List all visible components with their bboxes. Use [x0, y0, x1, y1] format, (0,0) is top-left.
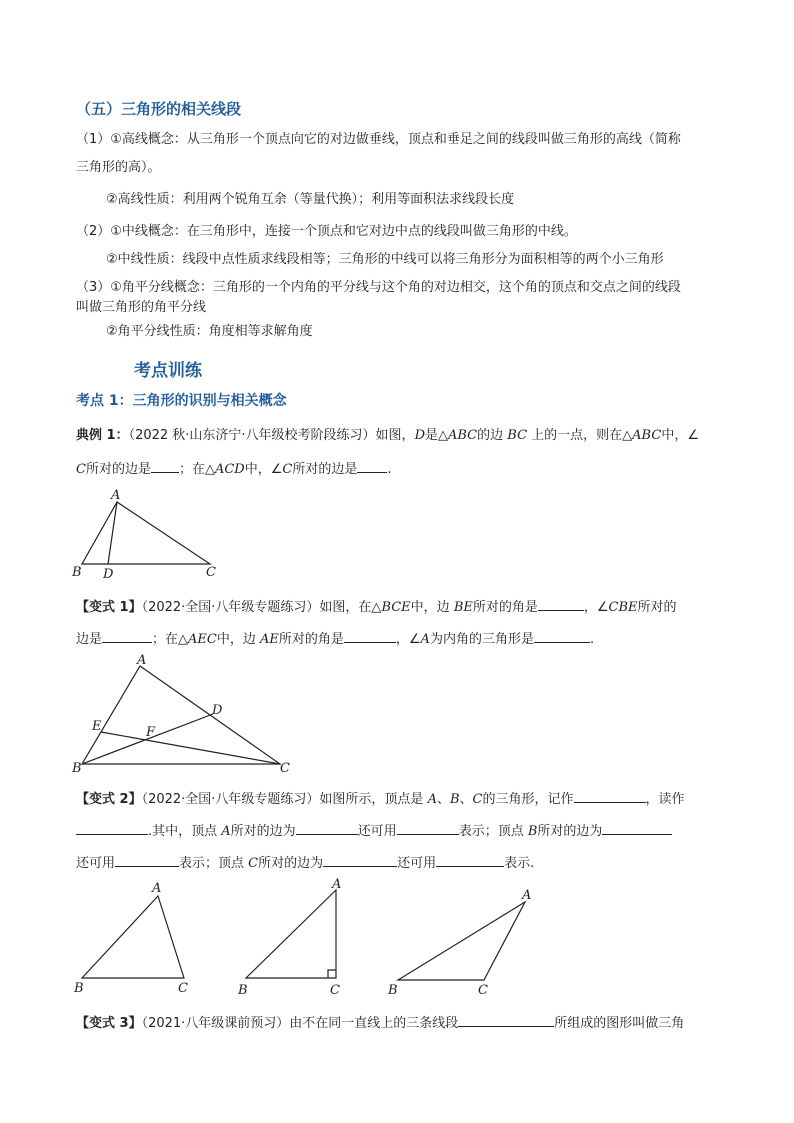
- answer-blank[interactable]: [323, 854, 397, 867]
- example1-source: （2022 秋·山东济宁·八年级校考阶段练习）如图，: [128, 428, 415, 443]
- variant1-var: CBE: [608, 600, 638, 615]
- example1-var-abc: ABC: [448, 428, 478, 443]
- triangle-abc: [82, 666, 280, 764]
- example1-line2: [76, 458, 392, 477]
- label-b: B: [74, 981, 84, 996]
- variant3-text: 所组成的图形叫做三角: [554, 1016, 685, 1031]
- label-b: B: [72, 761, 82, 776]
- label-c: C: [478, 983, 488, 998]
- p3-num: （3）: [76, 280, 111, 295]
- variant2-text: 所对的边为: [258, 856, 324, 871]
- label-a: A: [332, 877, 342, 892]
- variant1-var: BE: [453, 600, 473, 615]
- p2-num: （2）: [76, 224, 111, 239]
- label-c: C: [330, 983, 340, 998]
- variant2-var: A: [427, 792, 437, 807]
- example1-var-acd: ACD: [214, 462, 245, 477]
- p3-text-line2: 叫做三角形的角平分线: [76, 300, 207, 315]
- variant2-var: B: [449, 792, 460, 807]
- answer-blank[interactable]: [534, 630, 590, 643]
- p1-prop: ②高线性质：利用两个锐角互余（等量代换）；利用等面积法求线段长度: [106, 192, 515, 207]
- example1-text: ；在△: [178, 462, 215, 477]
- variant1-var: BCE: [381, 600, 411, 615]
- label-c: C: [178, 981, 188, 996]
- section-heading: （五）三角形的相关线段: [76, 100, 242, 118]
- label-e: E: [92, 719, 102, 734]
- variant3-label: 【变式 3】: [76, 1016, 142, 1031]
- variant1-var: A: [420, 632, 430, 647]
- segment-ec: [101, 732, 280, 764]
- p1-num: （1）: [76, 132, 111, 147]
- variant2-text: 所对的边为: [230, 824, 296, 839]
- example1-text: 所对的边是: [292, 462, 358, 477]
- variant1-label: 【变式 1】: [76, 600, 142, 615]
- answer-blank[interactable]: [574, 790, 646, 803]
- variant2-text: 、: [459, 792, 473, 807]
- variant2-text: 所对的边为: [537, 824, 603, 839]
- p3-line1: [76, 276, 681, 295]
- answer-blank[interactable]: [151, 460, 179, 473]
- variant1-var: AEC: [188, 632, 217, 647]
- example1-text: 的边: [477, 428, 508, 443]
- variant2-line3: [76, 852, 534, 871]
- variant2-text: 的三角形，记作: [482, 792, 574, 807]
- variant1-text: 所对的角是: [472, 600, 538, 615]
- variant2-text: .其中，顶点: [148, 824, 222, 839]
- example1-var-d: D: [414, 428, 425, 443]
- variant2-text: 表示.: [504, 856, 535, 871]
- variant2-var: B: [527, 824, 538, 839]
- variant1-text: 边是: [76, 632, 103, 647]
- answer-blank[interactable]: [296, 822, 358, 835]
- answer-blank[interactable]: [602, 822, 672, 835]
- variant1-line1: [76, 596, 677, 615]
- variant1-text: ，∠: [395, 632, 421, 647]
- label-c: C: [280, 761, 290, 776]
- answer-blank[interactable]: [458, 1014, 554, 1027]
- example1-var-bc: BC: [507, 428, 528, 443]
- variant2-line2: [76, 820, 672, 839]
- variant2-var: A: [221, 824, 231, 839]
- variant2-var: C: [472, 792, 483, 807]
- variant2-line1: [76, 788, 685, 807]
- variant1-text: .: [589, 632, 595, 647]
- p2-prop: ②中线性质：线段中点性质求线段相等；三角形的中线可以将三角形分为面积相等的两个小三角形: [106, 252, 664, 267]
- p2-text: ①中线概念：在三角形中，连接一个顶点和它对边中点的线段叫做三角形的中线。: [110, 224, 577, 239]
- p3-text-line1: ①角平分线概念：三角形的一个内角的平分线与这个角的对边相交，这个角的顶点和交点之间的线段: [110, 280, 681, 295]
- label-b: B: [72, 565, 82, 580]
- variant2-label: 【变式 2】: [76, 792, 142, 807]
- variant3-line1: [76, 1012, 684, 1031]
- label-a: A: [111, 488, 121, 503]
- label-b: B: [238, 983, 248, 998]
- answer-blank[interactable]: [76, 822, 148, 835]
- variant1-text: ，∠: [583, 600, 609, 615]
- label-b: B: [388, 983, 398, 998]
- label-d: D: [103, 567, 114, 582]
- p1-text-line1: ①高线概念：从三角形一个顶点向它的对边做垂线，顶点和垂足之间的线段叫做三角形的高线（简称: [110, 132, 681, 147]
- variant1-text: 所对的角是: [278, 632, 344, 647]
- variant1-source: （2022·全国·八年级专题练习）如图，在△: [141, 600, 382, 615]
- answer-blank[interactable]: [102, 630, 152, 643]
- variant2-text: 还可用: [397, 856, 437, 871]
- p3-prop: ②角平分线性质：角度相等求解角度: [106, 324, 313, 339]
- figure-acute-triangle: [64, 876, 204, 998]
- variant1-line2: [76, 628, 594, 647]
- training-heading: 考点训练: [134, 361, 202, 381]
- triangle-abc: [82, 502, 210, 564]
- variant3-source: （2021·八年级课前预习）由不在同一直线上的三条线段: [141, 1016, 459, 1031]
- p2-line: [76, 220, 577, 239]
- label-a: A: [137, 653, 147, 668]
- example1-text: 上的一点，则在△: [527, 428, 633, 443]
- kaodian-1-heading: 考点 1：三角形的识别与相关概念: [76, 393, 287, 409]
- example1-var-abc: ABC: [632, 428, 662, 443]
- figure-triangle-abc-cevians: [60, 650, 300, 776]
- triangle-abc: [246, 890, 336, 978]
- answer-blank[interactable]: [344, 630, 396, 643]
- example1-label: 典例 1：: [76, 428, 129, 443]
- figure-right-triangle: [228, 874, 368, 1000]
- label-a: A: [152, 881, 162, 896]
- variant1-text: 所对的: [637, 600, 677, 615]
- variant2-text: ，读作: [645, 792, 685, 807]
- answer-blank[interactable]: [115, 854, 179, 867]
- p1-line1: [76, 128, 681, 147]
- answer-blank[interactable]: [357, 460, 387, 473]
- example1-var-c: C: [282, 462, 293, 477]
- answer-blank[interactable]: [436, 854, 504, 867]
- label-f: F: [146, 725, 156, 740]
- example1-line1: [76, 424, 699, 443]
- example1-text: .: [387, 462, 392, 477]
- label-a: A: [522, 888, 532, 903]
- variant1-text: 中，边: [410, 600, 454, 615]
- figure-obtuse-triangle: [380, 884, 550, 1000]
- label-c: C: [206, 565, 216, 580]
- label-d: D: [212, 703, 223, 718]
- variant1-text: 为内角的三角形是: [429, 632, 534, 647]
- answer-blank[interactable]: [397, 822, 459, 835]
- variant2-var: C: [248, 856, 259, 871]
- variant2-text: 表示；顶点: [458, 824, 528, 839]
- example1-text: 所对的边是: [85, 462, 151, 477]
- example1-text: 中，∠: [661, 428, 699, 443]
- example1-var-c: C: [76, 462, 86, 477]
- p1-text-line2: 三角形的高）。: [76, 160, 161, 175]
- example1-text: 中，∠: [244, 462, 283, 477]
- variant2-text: 还可用: [76, 856, 116, 871]
- variant2-text: 还可用: [357, 824, 397, 839]
- figure-triangle-abc-d: [60, 486, 240, 586]
- variant2-text: 表示；顶点: [179, 856, 249, 871]
- right-angle-marker: [328, 970, 336, 978]
- variant2-source: （2022·全国·八年级专题练习）如图所示，顶点是: [141, 792, 428, 807]
- variant1-text: 中，边: [216, 632, 260, 647]
- variant1-var: AE: [259, 632, 279, 647]
- variant2-text: 、: [436, 792, 450, 807]
- example1-text: 是△: [425, 428, 448, 443]
- segment-ad: [108, 502, 117, 564]
- answer-blank[interactable]: [538, 598, 584, 611]
- triangle-abc: [82, 896, 184, 978]
- variant1-text: ；在△: [152, 632, 189, 647]
- triangle-abc: [398, 902, 525, 980]
